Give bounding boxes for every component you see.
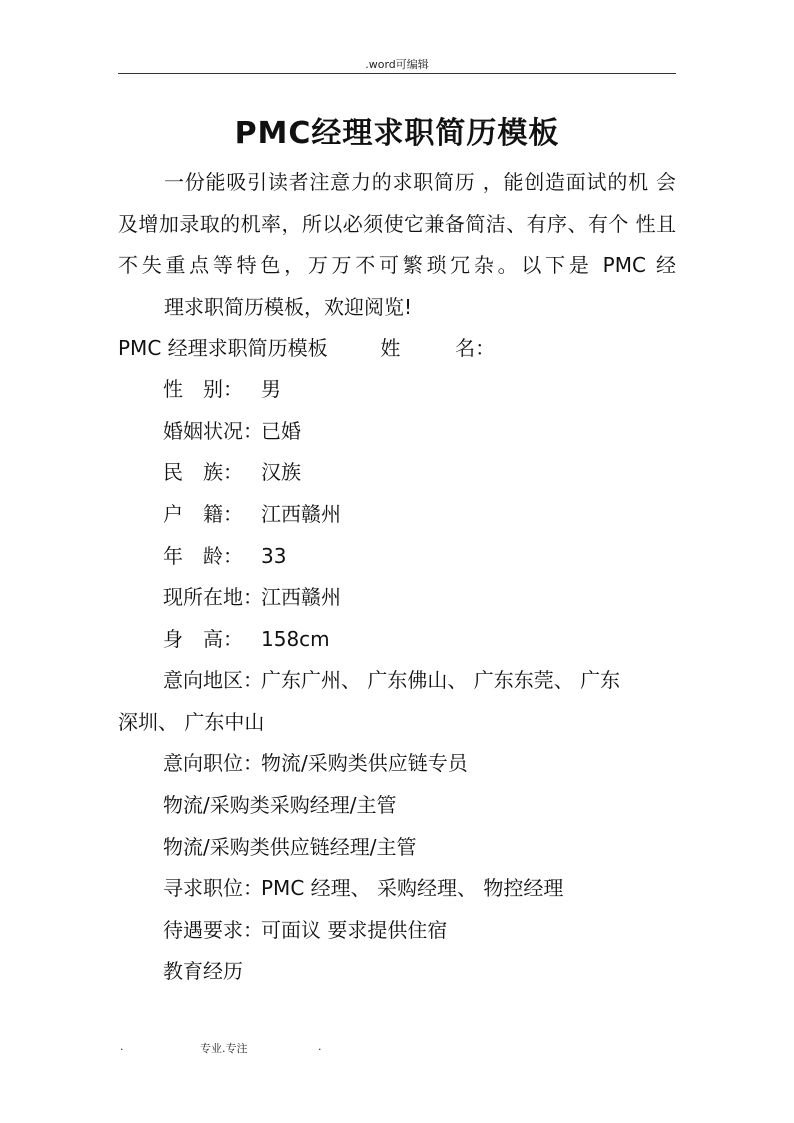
age-row [163,541,286,571]
footer-center: 专业.专注 [200,1042,248,1055]
regions-row-continued: 深圳、 广东中山 [118,710,265,734]
intro-line: 会及增加录取的机率，所以必须使它兼备简洁、有序、有个 [118,170,677,236]
seeking-row [163,873,563,903]
ethnicity-row [163,457,301,487]
hukou-value: 江西赣州 [261,502,341,526]
positions-line-2: 物流/采购类采购经理/主管 [163,793,397,817]
age-value: 33 [261,544,287,568]
height-value: 158cm [261,627,330,651]
height-label: 身 高： [163,627,243,651]
regions-label: 意向地区： [163,668,263,692]
resume-heading: PMC 经理求职简历模板 [118,336,328,360]
intro-line: 理求职简历模板，欢迎阅览! [164,294,413,319]
intro-paragraph [118,162,676,328]
positions-row [163,748,468,778]
intro-line: 一份能吸引读者注意力的求职简历 ，能创造面试的机 [164,170,649,194]
header-divider [118,73,676,74]
intro-line: 性且不失重点等特色，万万不可繁琐冗杂。以下是 PMC 经 [118,211,677,277]
positions-value: 物流/采购类供应链专员 [261,751,468,775]
hukou-label: 户 籍： [163,502,243,526]
name-label-b: 名： [455,336,496,360]
marital-value: 已婚 [261,419,301,443]
salary-value: 可面议 要求提供住宿 [261,918,448,942]
marital-row [163,416,301,446]
ethnicity-label: 民 族： [163,460,243,484]
height-row [163,624,330,654]
location-value: 江西赣州 [261,585,341,609]
positions-line-3: 物流/采购类供应链经理/主管 [163,835,417,859]
footer-right: . [318,1040,322,1053]
gender-value: 男 [261,377,281,401]
salary-row [163,915,447,945]
seeking-label: 寻求职位： [163,876,263,900]
age-label: 年 龄： [163,544,243,568]
marital-label: 婚姻状况： [163,419,263,443]
salary-label: 待遇要求： [163,918,263,942]
location-row [163,582,341,612]
seeking-value: PMC 经理、 采购经理、 物控经理 [261,876,564,900]
resume-heading-row [118,333,495,363]
document-title: PMC经理求职简历模板 [234,116,560,151]
footer-left: . [120,1040,124,1053]
location-label: 现所在地： [163,585,263,609]
positions-label: 意向职位： [163,751,263,775]
ethnicity-value: 汉族 [261,460,301,484]
regions-value: 广东广州、 广东佛山、 广东东莞、 广东 [261,668,621,692]
hukou-row [163,499,341,529]
name-label-a: 姓 [380,336,401,360]
gender-label: 性 别： [163,377,243,401]
regions-row [163,665,620,695]
gender-row [163,374,281,404]
education-heading: 教育经历 [163,959,243,983]
page-header: .word可编辑 [365,58,429,71]
